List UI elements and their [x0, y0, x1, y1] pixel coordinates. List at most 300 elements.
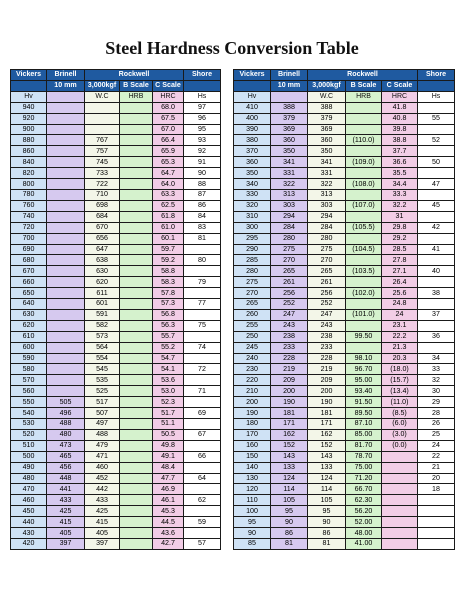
- shore-hs-cell: [184, 353, 221, 364]
- subheader-hrb: HRB: [120, 91, 153, 102]
- shore-hs-cell: [418, 255, 455, 266]
- vickers-hv-cell: 740: [11, 211, 47, 222]
- wc-cell: 757: [85, 146, 120, 157]
- shore-hs-cell: 86: [184, 200, 221, 211]
- hrc-cell: 56.3: [153, 320, 184, 331]
- wc-cell: 90: [308, 517, 346, 528]
- hrc-cell: 49.8: [153, 440, 184, 451]
- vickers-hv-cell: 540: [11, 408, 47, 419]
- brinell-cell: [47, 309, 85, 320]
- shore-hs-cell: [418, 506, 455, 517]
- shore-hs-cell: 95: [184, 124, 221, 135]
- shore-hs-cell: 67: [184, 429, 221, 440]
- hrc-cell: 64.7: [153, 168, 184, 179]
- table-row: [234, 222, 455, 233]
- vickers-hv-cell: 440: [11, 517, 47, 528]
- vickers-hv-cell: 370: [234, 146, 271, 157]
- brinell-cell: [47, 299, 85, 310]
- header-c-scale: C Scale: [382, 80, 418, 91]
- shore-hs-cell: 28: [418, 408, 455, 419]
- hrb-cell: 56.20: [346, 506, 382, 517]
- brinell-cell: 473: [47, 440, 85, 451]
- table-row: [11, 157, 221, 168]
- vickers-hv-cell: 410: [234, 102, 271, 113]
- hrc-cell: 44.5: [153, 517, 184, 528]
- hrc-cell: 49.1: [153, 451, 184, 462]
- brinell-cell: 379: [271, 113, 308, 124]
- shore-hs-cell: 25: [418, 429, 455, 440]
- shore-hs-cell: 77: [184, 299, 221, 310]
- table-row: [11, 517, 221, 528]
- table-row: [11, 364, 221, 375]
- brinell-cell: 181: [271, 408, 308, 419]
- brinell-cell: 152: [271, 440, 308, 451]
- table-row: [234, 331, 455, 342]
- hrc-cell: [382, 506, 418, 517]
- wc-cell: 313: [308, 189, 346, 200]
- brinell-cell: 265: [271, 266, 308, 277]
- brinell-cell: 480: [47, 429, 85, 440]
- brinell-cell: [47, 277, 85, 288]
- vickers-hv-cell: 840: [11, 157, 47, 168]
- hrb-cell: [120, 255, 153, 266]
- brinell-cell: 505: [47, 397, 85, 408]
- hrb-cell: 41.00: [346, 538, 382, 549]
- wc-cell: 143: [308, 451, 346, 462]
- hrb-cell: 71.20: [346, 473, 382, 484]
- vickers-hv-cell: 470: [11, 484, 47, 495]
- hrb-cell: (108.0): [346, 179, 382, 190]
- shore-hs-cell: 71: [184, 386, 221, 397]
- brinell-cell: 341: [271, 157, 308, 168]
- conversion-table-right: [233, 69, 455, 550]
- vickers-hv-cell: 90: [234, 528, 271, 539]
- wc-cell: 219: [308, 364, 346, 375]
- vickers-hv-cell: 285: [234, 255, 271, 266]
- vickers-hv-cell: 550: [11, 397, 47, 408]
- shore-hs-cell: 72: [184, 364, 221, 375]
- table-row: [234, 528, 455, 539]
- hrb-cell: [120, 331, 153, 342]
- table-row: [234, 538, 455, 549]
- table-row: [234, 408, 455, 419]
- vickers-hv-cell: 940: [11, 102, 47, 113]
- hrc-cell: [382, 484, 418, 495]
- wc-cell: 275: [308, 244, 346, 255]
- wc-cell: 684: [85, 211, 120, 222]
- hrc-cell: 39.8: [382, 124, 418, 135]
- table-row: [234, 233, 455, 244]
- wc-cell: [85, 102, 120, 113]
- hrb-cell: [120, 473, 153, 484]
- wc-cell: 247: [308, 309, 346, 320]
- hrc-cell: 20.3: [382, 353, 418, 364]
- hrb-cell: [120, 168, 153, 179]
- vickers-hv-cell: 95: [234, 517, 271, 528]
- vickers-hv-cell: 245: [234, 342, 271, 353]
- vickers-hv-cell: 680: [11, 255, 47, 266]
- wc-cell: 415: [85, 517, 120, 528]
- hrc-cell: 54.1: [153, 364, 184, 375]
- shore-hs-cell: [184, 331, 221, 342]
- shore-hs-cell: 38: [418, 288, 455, 299]
- wc-cell: 517: [85, 397, 120, 408]
- brinell-cell: [47, 189, 85, 200]
- vickers-hv-cell: 820: [11, 168, 47, 179]
- hrc-cell: [382, 538, 418, 549]
- table-row: [234, 288, 455, 299]
- brinell-cell: 397: [47, 538, 85, 549]
- page-title: Steel Hardness Conversion Table: [105, 38, 359, 58]
- wc-cell: 133: [308, 462, 346, 473]
- shore-hs-cell: [184, 288, 221, 299]
- brinell-cell: [47, 364, 85, 375]
- hrc-cell: 53.0: [153, 386, 184, 397]
- hrc-cell: 58.3: [153, 277, 184, 288]
- vickers-hv-cell: 480: [11, 473, 47, 484]
- vickers-hv-cell: 560: [11, 386, 47, 397]
- hrc-cell: [382, 462, 418, 473]
- hrb-cell: [346, 233, 382, 244]
- wc-cell: 525: [85, 386, 120, 397]
- shore-hs-cell: 32: [418, 375, 455, 386]
- shore-hs-cell: [184, 375, 221, 386]
- hrc-cell: 27.8: [382, 255, 418, 266]
- hrb-cell: [120, 506, 153, 517]
- wc-cell: 656: [85, 233, 120, 244]
- vickers-hv-cell: 310: [234, 211, 271, 222]
- wc-cell: 601: [85, 299, 120, 310]
- hrc-cell: 57.8: [153, 288, 184, 299]
- hrb-cell: 96.70: [346, 364, 382, 375]
- shore-hs-cell: 91: [184, 157, 221, 168]
- shore-hs-cell: 69: [184, 408, 221, 419]
- vickers-hv-cell: 260: [234, 309, 271, 320]
- table-row: [11, 288, 221, 299]
- brinell-cell: [47, 386, 85, 397]
- table-row: [234, 124, 455, 135]
- hrb-cell: [120, 397, 153, 408]
- hrc-cell: 32.2: [382, 200, 418, 211]
- hrc-cell: 48.4: [153, 462, 184, 473]
- hrc-cell: 61.8: [153, 211, 184, 222]
- table-row: [234, 517, 455, 528]
- wc-cell: 545: [85, 364, 120, 375]
- hrb-cell: [346, 168, 382, 179]
- vickers-hv-cell: 880: [11, 135, 47, 146]
- brinell-cell: [47, 353, 85, 364]
- brinell-cell: 219: [271, 364, 308, 375]
- table-row: [234, 320, 455, 331]
- subheader-hrc: HRC: [382, 91, 418, 102]
- vickers-hv-cell: 620: [11, 320, 47, 331]
- table-row: [234, 113, 455, 124]
- table-row: [11, 189, 221, 200]
- shore-hs-cell: 55: [418, 113, 455, 124]
- hrc-cell: 29.8: [382, 222, 418, 233]
- shore-hs-cell: [418, 189, 455, 200]
- brinell-cell: [47, 244, 85, 255]
- subheader-brinell: [271, 91, 308, 102]
- shore-hs-cell: [184, 440, 221, 451]
- shore-hs-cell: 41: [418, 244, 455, 255]
- shore-hs-cell: 59: [184, 517, 221, 528]
- wc-cell: 171: [308, 419, 346, 430]
- table-row: [234, 429, 455, 440]
- table-row: [234, 244, 455, 255]
- wc-cell: 265: [308, 266, 346, 277]
- hrb-cell: [346, 113, 382, 124]
- table-row: [11, 462, 221, 473]
- hrc-cell: 37.7: [382, 146, 418, 157]
- vickers-hv-cell: 690: [11, 244, 47, 255]
- brinell-cell: 448: [47, 473, 85, 484]
- hrb-cell: [120, 419, 153, 430]
- subheader-hv: Hv: [11, 91, 47, 102]
- table-row: [11, 342, 221, 353]
- hrb-cell: 85.00: [346, 429, 382, 440]
- hrb-cell: (107.0): [346, 200, 382, 211]
- shore-hs-cell: [418, 528, 455, 539]
- brinell-cell: 228: [271, 353, 308, 364]
- shore-hs-cell: 96: [184, 113, 221, 124]
- shore-hs-cell: 52: [418, 135, 455, 146]
- table-row: [11, 266, 221, 277]
- hrc-cell: 33.3: [382, 189, 418, 200]
- hrb-cell: [120, 320, 153, 331]
- wc-cell: 591: [85, 309, 120, 320]
- header-brinell: Brinell: [47, 70, 85, 81]
- table-row: [234, 146, 455, 157]
- hrc-cell: 24.8: [382, 299, 418, 310]
- brinell-cell: 243: [271, 320, 308, 331]
- brinell-cell: 433: [47, 495, 85, 506]
- wc-cell: 270: [308, 255, 346, 266]
- hrc-cell: 21.3: [382, 342, 418, 353]
- vickers-hv-cell: 460: [11, 495, 47, 506]
- shore-hs-cell: [418, 124, 455, 135]
- hrb-cell: 91.50: [346, 397, 382, 408]
- shore-hs-cell: 45: [418, 200, 455, 211]
- shore-hs-cell: 29: [418, 397, 455, 408]
- hrc-cell: 59.2: [153, 255, 184, 266]
- vickers-hv-cell: 330: [234, 189, 271, 200]
- wc-cell: [85, 124, 120, 135]
- table-row: [11, 408, 221, 419]
- hrb-cell: [346, 277, 382, 288]
- wc-cell: 81: [308, 538, 346, 549]
- hrb-cell: [120, 222, 153, 233]
- brinell-cell: 331: [271, 168, 308, 179]
- vickers-hv-cell: 190: [234, 408, 271, 419]
- hrc-cell: 34.4: [382, 179, 418, 190]
- brinell-cell: [47, 320, 85, 331]
- table-row: [11, 113, 221, 124]
- vickers-hv-cell: 270: [234, 288, 271, 299]
- shore-hs-cell: 75: [184, 320, 221, 331]
- brinell-cell: [47, 200, 85, 211]
- vickers-hv-cell: 295: [234, 233, 271, 244]
- hrb-cell: [120, 288, 153, 299]
- table-row: [234, 506, 455, 517]
- table-row: [11, 233, 221, 244]
- wc-cell: 256: [308, 288, 346, 299]
- table-row: [11, 528, 221, 539]
- header-shore: Shore: [184, 70, 221, 81]
- vickers-hv-cell: 250: [234, 331, 271, 342]
- shore-hs-cell: 88: [184, 179, 221, 190]
- hrb-cell: (109.0): [346, 157, 382, 168]
- hrc-cell: 50.5: [153, 429, 184, 440]
- wc-cell: 228: [308, 353, 346, 364]
- vickers-hv-cell: 340: [234, 179, 271, 190]
- vickers-hv-cell: 520: [11, 429, 47, 440]
- hrb-cell: [120, 135, 153, 146]
- header-rockwell: Rockwell: [308, 70, 418, 81]
- hrc-cell: 56.8: [153, 309, 184, 320]
- hrb-cell: 95.00: [346, 375, 382, 386]
- vickers-hv-cell: 240: [234, 353, 271, 364]
- brinell-cell: [47, 124, 85, 135]
- wc-cell: 564: [85, 342, 120, 353]
- table-row: [11, 538, 221, 549]
- hrb-cell: [120, 113, 153, 124]
- hrb-cell: [120, 124, 153, 135]
- brinell-cell: [47, 211, 85, 222]
- vickers-hv-cell: 860: [11, 146, 47, 157]
- hrb-cell: (103.5): [346, 266, 382, 277]
- vickers-hv-cell: 265: [234, 299, 271, 310]
- hrb-cell: [120, 462, 153, 473]
- table-row: [234, 495, 455, 506]
- table-row: [11, 277, 221, 288]
- table-row: [234, 211, 455, 222]
- wc-cell: 397: [85, 538, 120, 549]
- table-row: [11, 331, 221, 342]
- table-row: [11, 506, 221, 517]
- hrb-cell: [120, 451, 153, 462]
- brinell-cell: [47, 168, 85, 179]
- wc-cell: 360: [308, 135, 346, 146]
- vickers-hv-cell: 130: [234, 473, 271, 484]
- table-row: [11, 473, 221, 484]
- hrb-cell: [346, 299, 382, 310]
- hrb-cell: (110.0): [346, 135, 382, 146]
- header-vickers: Vickers: [11, 70, 47, 81]
- brinell-cell: 388: [271, 102, 308, 113]
- vickers-hv-cell: 300: [234, 222, 271, 233]
- wc-cell: 670: [85, 222, 120, 233]
- hrc-cell: 25.6: [382, 288, 418, 299]
- shore-hs-cell: [418, 320, 455, 331]
- hrb-cell: [120, 200, 153, 211]
- wc-cell: 722: [85, 179, 120, 190]
- brinell-cell: 360: [271, 135, 308, 146]
- hrb-cell: [120, 517, 153, 528]
- brinell-cell: 465: [47, 451, 85, 462]
- wc-cell: 620: [85, 277, 120, 288]
- table-row: [11, 429, 221, 440]
- hrc-cell: 38.8: [382, 135, 418, 146]
- shore-hs-cell: [184, 244, 221, 255]
- hrc-cell: 65.9: [153, 146, 184, 157]
- hrc-cell: (13.4): [382, 386, 418, 397]
- shore-hs-cell: 87: [184, 189, 221, 200]
- brinell-cell: [47, 113, 85, 124]
- shore-hs-cell: [418, 102, 455, 113]
- brinell-cell: [47, 266, 85, 277]
- header-b-scale: B Scale: [346, 80, 382, 91]
- wc-cell: 471: [85, 451, 120, 462]
- wc-cell: 124: [308, 473, 346, 484]
- table-row: [234, 364, 455, 375]
- hrb-cell: [346, 102, 382, 113]
- wc-cell: 261: [308, 277, 346, 288]
- wc-cell: 433: [85, 495, 120, 506]
- hrc-cell: 28.5: [382, 244, 418, 255]
- brinell-cell: 456: [47, 462, 85, 473]
- hrc-cell: 26.4: [382, 277, 418, 288]
- hrb-cell: (104.5): [346, 244, 382, 255]
- vickers-hv-cell: 580: [11, 364, 47, 375]
- hrb-cell: [120, 342, 153, 353]
- wc-cell: 238: [308, 331, 346, 342]
- vickers-hv-cell: 640: [11, 299, 47, 310]
- hrc-cell: [382, 495, 418, 506]
- brinell-cell: [47, 375, 85, 386]
- hrc-cell: [382, 473, 418, 484]
- hrc-cell: 59.7: [153, 244, 184, 255]
- hrc-cell: (0.0): [382, 440, 418, 451]
- wc-cell: 488: [85, 429, 120, 440]
- hrb-cell: [120, 146, 153, 157]
- vickers-hv-cell: 720: [11, 222, 47, 233]
- hrb-cell: (101.0): [346, 309, 382, 320]
- brinell-cell: 280: [271, 233, 308, 244]
- table-row: [234, 353, 455, 364]
- vickers-hv-cell: 420: [11, 538, 47, 549]
- table-row: [11, 179, 221, 190]
- hrb-cell: 52.00: [346, 517, 382, 528]
- shore-hs-cell: [418, 538, 455, 549]
- brinell-cell: 81: [271, 538, 308, 549]
- hrc-cell: 23.1: [382, 320, 418, 331]
- hrb-cell: [120, 408, 153, 419]
- hrb-cell: (102.0): [346, 288, 382, 299]
- vickers-hv-cell: 450: [11, 506, 47, 517]
- hrb-cell: [120, 299, 153, 310]
- wc-cell: 209: [308, 375, 346, 386]
- wc-cell: 573: [85, 331, 120, 342]
- vickers-hv-cell: 290: [234, 244, 271, 255]
- wc-cell: 767: [85, 135, 120, 146]
- hrc-cell: (8.5): [382, 408, 418, 419]
- brinell-cell: 415: [47, 517, 85, 528]
- brinell-cell: 247: [271, 309, 308, 320]
- wc-cell: 479: [85, 440, 120, 451]
- brinell-cell: 405: [47, 528, 85, 539]
- table-row: [234, 473, 455, 484]
- shore-hs-cell: 47: [418, 179, 455, 190]
- wc-cell: 554: [85, 353, 120, 364]
- brinell-cell: 275: [271, 244, 308, 255]
- shore-hs-cell: [418, 299, 455, 310]
- brinell-cell: 90: [271, 517, 308, 528]
- brinell-cell: 294: [271, 211, 308, 222]
- wc-cell: 284: [308, 222, 346, 233]
- brinell-cell: [47, 157, 85, 168]
- hrc-cell: 29.2: [382, 233, 418, 244]
